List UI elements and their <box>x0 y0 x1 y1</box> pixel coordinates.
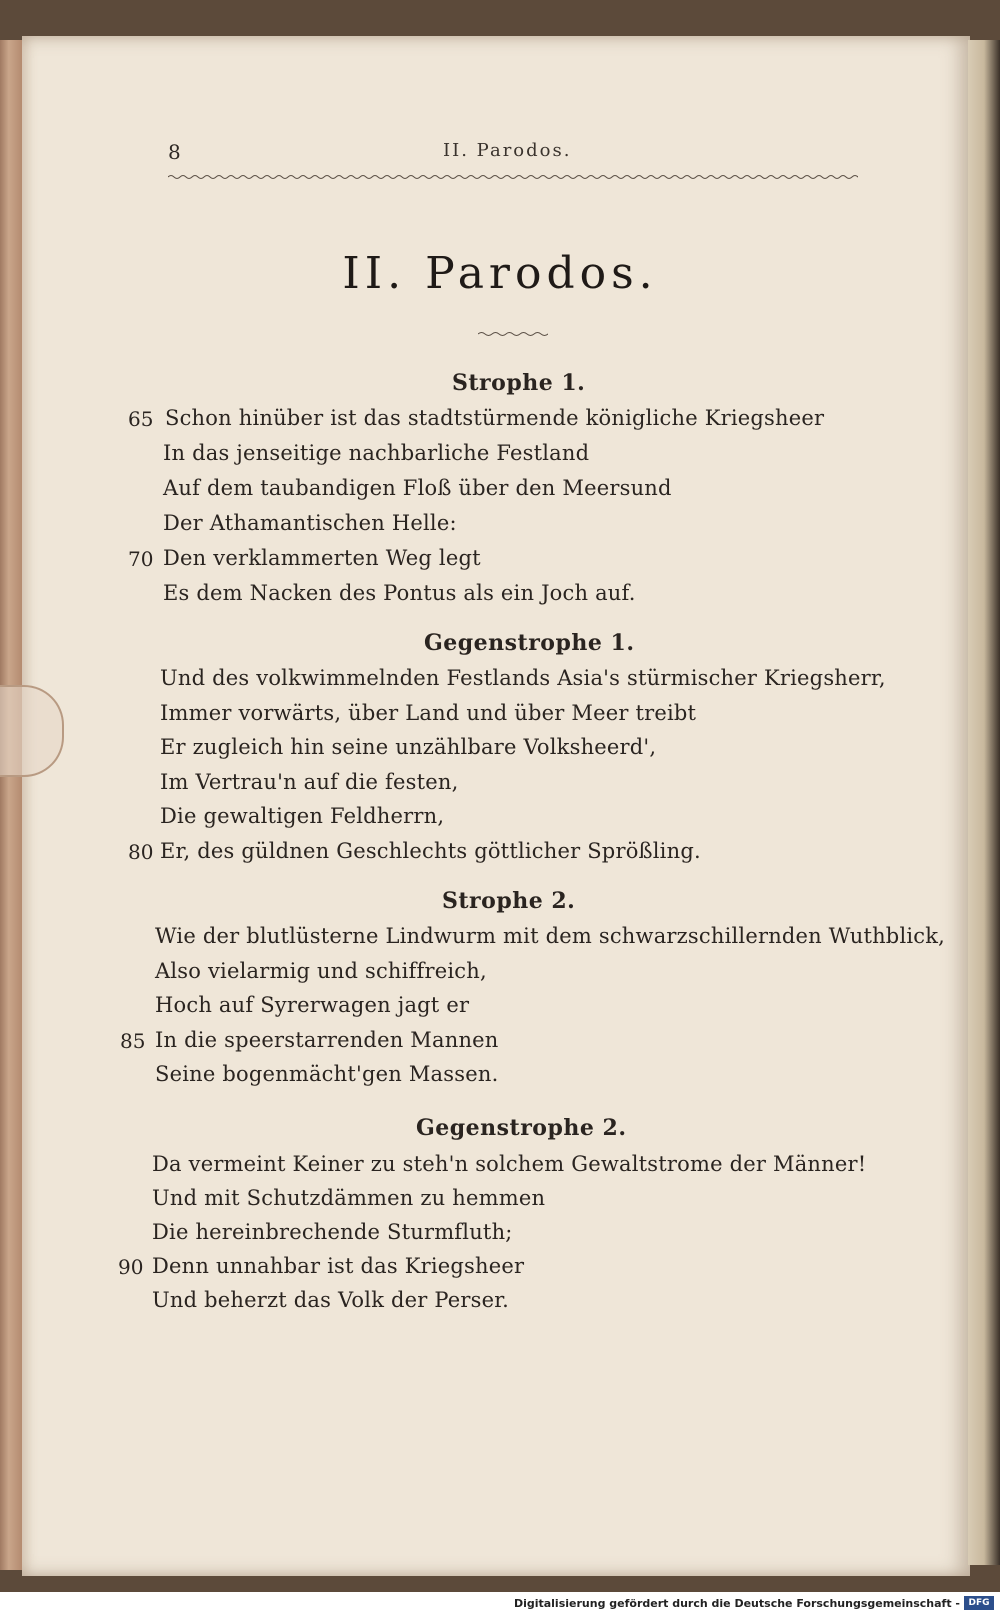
page-number: 8 <box>168 140 181 164</box>
running-title: II. Parodos. <box>443 140 572 161</box>
verse-line: Also vielarmig und schiffreich, <box>155 958 487 983</box>
verse-line: Es dem Nacken des Pontus als ein Joch auf. <box>163 581 636 605</box>
verse-line: Wie der blutlüsterne Lindwurm mit dem schwarzschillernden Wuthblick, <box>155 924 946 948</box>
line-number: 65 <box>128 407 154 431</box>
verse-line: In die speerstarrenden Mannen <box>155 1027 499 1052</box>
verse-line: Immer vorwärts, über Land und über Meer treibt <box>160 700 697 725</box>
verse-line: Den verklammerten Weg legt <box>163 546 481 570</box>
verse-line: Da vermeint Keiner zu steh'n solchem Gewaltstrome der Männer! <box>152 1152 867 1176</box>
verse-line: Und beherzt das Volk der Perser. <box>152 1288 510 1312</box>
line-number: 90 <box>118 1255 144 1279</box>
title-ornament <box>478 330 548 338</box>
verse-line: Er zugleich hin seine unzählbare Volksheerd', <box>160 735 657 759</box>
line-number: 80 <box>128 839 154 864</box>
verse-line: Und mit Schutzdämmen zu hemmen <box>152 1186 546 1210</box>
verse-line: In das jenseitige nachbarliche Festland <box>163 441 590 465</box>
verse-line: Er, des güldnen Geschlechts göttlicher Sprößling. <box>160 838 701 863</box>
verse-line: Seine bogenmächt'gen Massen. <box>155 1062 499 1086</box>
verse-line: Auf dem taubandigen Floß über den Meersund <box>163 476 672 500</box>
verse-line: Hoch auf Syrerwagen jagt er <box>155 993 470 1017</box>
verse-line: Und des volkwimmelnden Festlands Asia's stürmischer Kriegsherr, <box>160 666 886 690</box>
wavy-rule <box>168 172 858 182</box>
section-heading: Gegenstrophe 1. <box>424 630 635 656</box>
footer-credit: Digitalisierung gefördert durch die Deutsche Forschungsgemeinschaft - <box>513 1597 960 1610</box>
section-heading: Strophe 2. <box>442 888 576 914</box>
verse-line: Denn unnahbar ist das Kriegsheer <box>152 1254 525 1278</box>
line-number: 70 <box>128 547 154 571</box>
chapter-title: II. Parodos. <box>342 248 658 299</box>
verse-line: Der Athamantischen Helle: <box>163 511 457 535</box>
section-heading: Strophe 1. <box>452 370 586 396</box>
line-number: 85 <box>120 1028 146 1053</box>
verse-line: Schon hinüber ist das stadtstürmende königliche Kriegsheer <box>165 406 825 430</box>
running-head <box>168 140 858 170</box>
verse-line: Die gewaltigen Feldherrn, <box>160 804 445 828</box>
section-heading: Gegenstrophe 2. <box>416 1115 627 1141</box>
dfg-logo: DFG <box>964 1596 994 1610</box>
verse-line: Im Vertrau'n auf die festen, <box>160 769 459 794</box>
verse-line: Die hereinbrechende Sturmfluth; <box>152 1220 513 1244</box>
